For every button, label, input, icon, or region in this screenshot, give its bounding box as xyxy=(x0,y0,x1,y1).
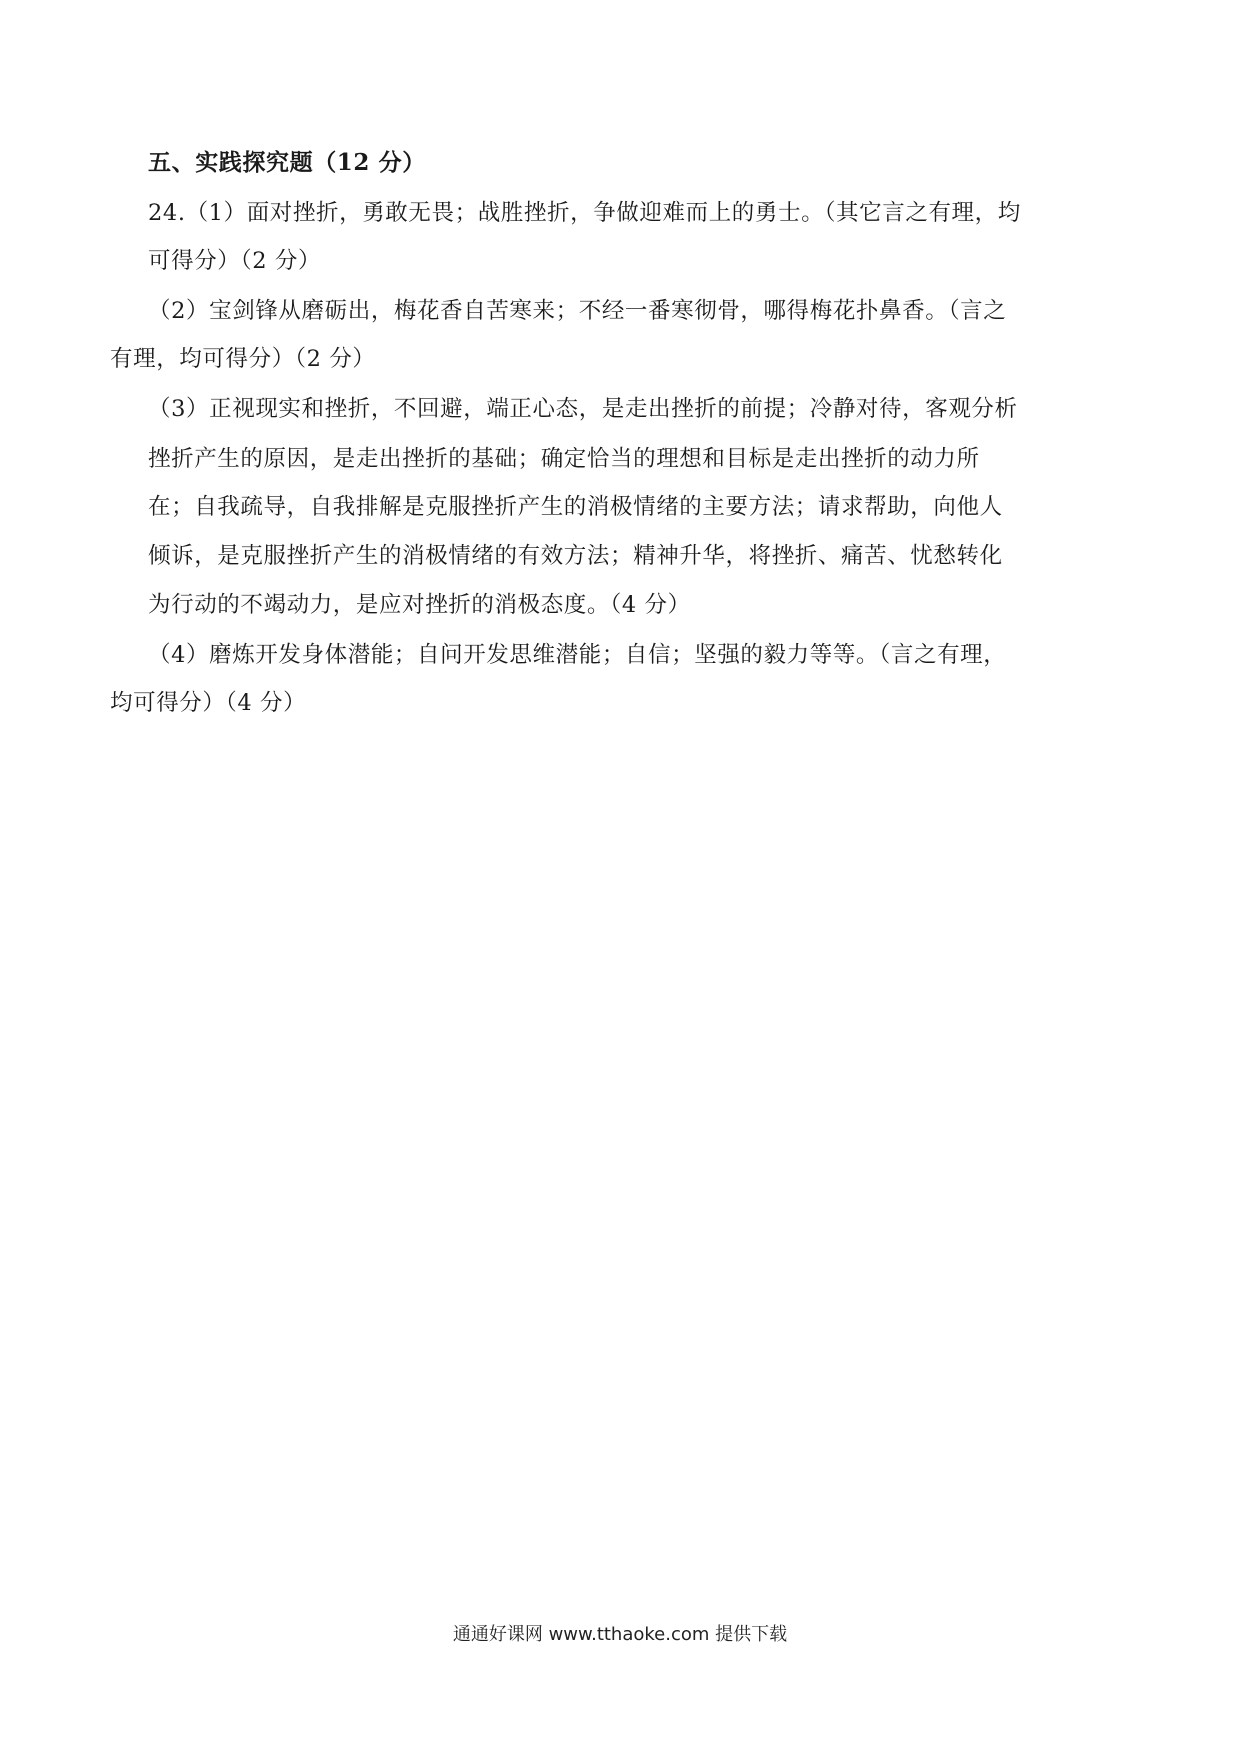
answer-line: （4）磨炼开发身体潜能；自问开发思维潜能；自信；坚强的毅力等等。（言之有理， xyxy=(148,642,1007,668)
answer-line: 均可得分）（4 分） xyxy=(110,690,307,716)
page-footer: 通通好课网 www.tthaoke.com 提供下载 xyxy=(452,1624,788,1645)
answer-line: 倾诉，是克服挫折产生的消极情绪的有效方法；精神升华，将挫折、痛苦、忧愁转化 xyxy=(148,543,1003,569)
answer-line: 可得分）（2 分） xyxy=(148,248,322,274)
answer-line: 24.（1）面对挫折，勇敢无畏；战胜挫折，争做迎难而上的勇士。（其它言之有理，均 xyxy=(148,200,1021,226)
answer-line: 在；自我疏导，自我排解是克服挫折产生的消极情绪的主要方法；请求帮助，向他人 xyxy=(148,494,1003,520)
section-heading: 五、实践探究题（12 分） xyxy=(148,149,426,176)
answer-line: 为行动的不竭动力，是应对挫折的消极态度。（4 分） xyxy=(148,592,691,618)
answer-line: 挫折产生的原因，是走出挫折的基础；确定恰当的理想和目标是走出挫折的动力所 xyxy=(148,446,980,472)
answer-line: （2）宝剑锋从磨砺出，梅花香自苦寒来；不经一番寒彻骨，哪得梅花扑鼻香。（言之 xyxy=(148,298,1007,324)
answer-line: 有理，均可得分）（2 分） xyxy=(110,346,376,372)
answer-line: （3）正视现实和挫折，不回避，端正心态，是走出挫折的前提；冷静对待，客观分析 xyxy=(148,396,1018,422)
